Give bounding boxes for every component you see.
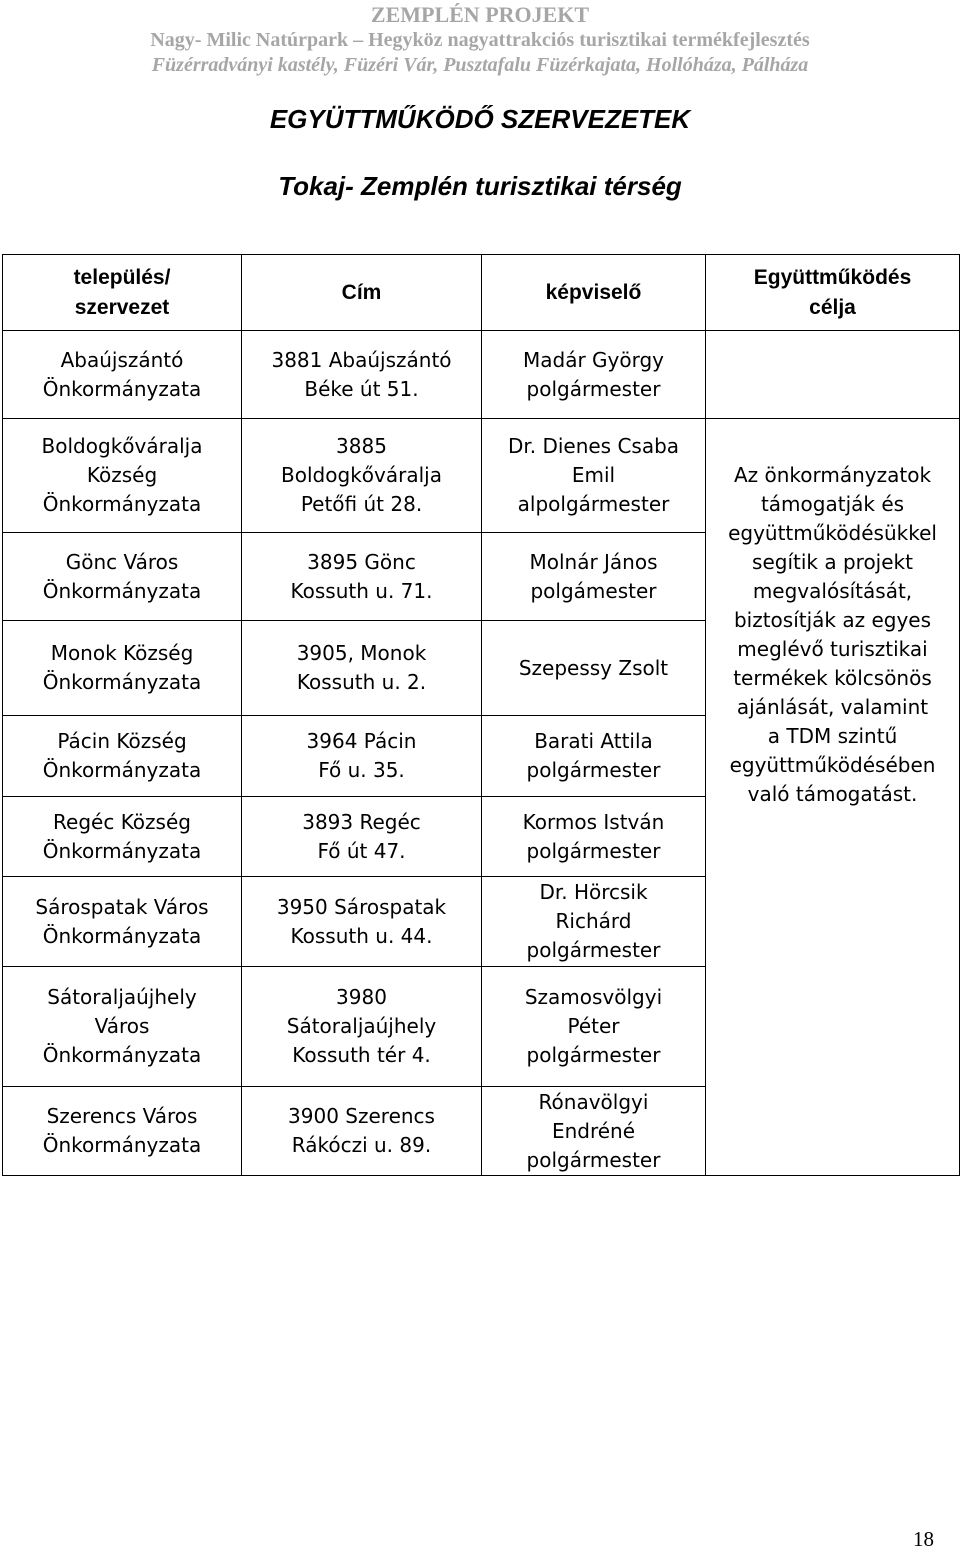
- cell-text: Sárospatak Város: [35, 894, 209, 919]
- cell-text: Önkormányzata: [42, 670, 202, 694]
- cell-text: Fő u. 35.: [318, 758, 405, 782]
- cell-text: polgármester: [526, 838, 661, 863]
- table-row: [3, 331, 960, 419]
- cell-text: Önkormányzata: [42, 376, 202, 401]
- cell-text: Regéc Község: [53, 809, 191, 834]
- cell-text: 3964 Pácin: [306, 729, 417, 753]
- cell-rep: [482, 1087, 706, 1176]
- cell-text: Szepessy Zsolt: [518, 655, 669, 680]
- cell-text: Önkormányzata: [42, 1043, 202, 1067]
- cell-address: [242, 331, 482, 419]
- cell-address: [242, 877, 482, 967]
- goal-text-line: való támogatást.: [747, 782, 918, 806]
- cell-text: polgámester: [530, 578, 657, 603]
- cell-goal-empty: [706, 967, 960, 1087]
- cell-text: Sátoraljaújhely: [47, 985, 197, 1009]
- cell-rep: [482, 967, 706, 1087]
- goal-text-line: megvalósítását,: [752, 579, 913, 603]
- cell-text: 3980: [336, 985, 387, 1009]
- cell-text: polgármester: [526, 1147, 661, 1172]
- cell-text: Pácin Község: [57, 729, 187, 753]
- cell-text: Kormos István: [522, 809, 665, 834]
- cell-org: [3, 419, 242, 533]
- cell-text: Szamosvölgyi: [524, 985, 663, 1009]
- cell-goal-empty: [706, 1087, 960, 1176]
- cell-rep: [482, 716, 706, 797]
- cell-text: Rónavölgyi: [538, 1089, 649, 1114]
- cell-text: 3885: [336, 434, 387, 458]
- goal-text-line: támogatják és: [760, 492, 905, 516]
- cell-text: 3950 Sárospatak: [276, 894, 447, 919]
- cell-rep: [482, 797, 706, 877]
- goal-text-line: a TDM szintű: [767, 724, 898, 748]
- header-project-subtitle: Nagy- Milic Natúrpark – Hegyköz nagyattrakciós turisztikai termékfejlesztés: [150, 29, 810, 51]
- cell-rep: [482, 419, 706, 533]
- cell-text: Kossuth u. 44.: [290, 923, 433, 948]
- goal-text-line: termékek kölcsönös: [733, 666, 932, 690]
- page-title: EGYÜTTMŰKÖDŐ SZERVEZETEK: [269, 104, 691, 134]
- cell-text: Gönc Város: [65, 549, 179, 574]
- cell-org: [3, 331, 242, 419]
- cell-text: Richárd: [555, 909, 632, 933]
- column-header-goal: Együttműködés célja: [706, 255, 960, 331]
- cell-text: 3893 Regéc: [302, 809, 421, 834]
- cell-text: Endréné: [551, 1118, 636, 1143]
- cell-text: Monok Község: [50, 641, 194, 665]
- cell-address: [242, 716, 482, 797]
- cell-address: [242, 1087, 482, 1176]
- cell-text: Petőfi út 28.: [300, 492, 423, 516]
- column-header-representative: képviselő: [482, 255, 706, 331]
- table-row: [3, 419, 960, 533]
- cell-text: Boldogkőváralja: [281, 463, 442, 487]
- column-header-address: Cím: [242, 255, 482, 331]
- goal-text-line: együttműködésükkel: [728, 521, 937, 545]
- cell-org: [3, 877, 242, 967]
- cell-address: [242, 533, 482, 621]
- cell-org: [3, 1087, 242, 1176]
- page-subtitle: Tokaj- Zemplén turisztikai térség: [278, 171, 682, 201]
- cell-text: Önkormányzata: [42, 923, 202, 948]
- cell-text: Madár György: [522, 347, 664, 372]
- cell-text: polgármester: [526, 758, 661, 782]
- cell-org: [3, 621, 242, 716]
- page-number: 18: [913, 1527, 934, 1551]
- cell-text: 3881 Abaújszántó: [271, 347, 452, 372]
- cell-text: polgármester: [526, 1043, 661, 1067]
- cell-text: Boldogkőváralja: [41, 434, 203, 458]
- cell-goal: [706, 419, 960, 877]
- cell-text: Kossuth tér 4.: [292, 1043, 431, 1067]
- goal-text-line: meglévő turisztikai: [737, 637, 928, 661]
- cell-text: polgármester: [526, 376, 661, 401]
- table-row: [3, 877, 960, 967]
- cell-text: Önkormányzata: [42, 758, 202, 782]
- cell-text: Dr. Hörcsik: [539, 880, 648, 904]
- cell-address: [242, 797, 482, 877]
- cell-text: Barati Attila: [534, 729, 653, 753]
- cell-text: alpolgármester: [517, 492, 670, 516]
- cell-text: 3895 Gönc: [307, 549, 416, 574]
- goal-text-line: biztosítják az egyes: [733, 608, 932, 632]
- cell-text: Kossuth u. 2.: [296, 670, 427, 694]
- cell-goal-empty: [706, 331, 960, 419]
- table-row: [3, 967, 960, 1087]
- column-header-organization: település/ szervezet: [3, 255, 242, 331]
- cell-text: Város: [94, 1014, 150, 1038]
- cell-address: [242, 419, 482, 533]
- cell-text: Abaújszántó: [60, 347, 184, 372]
- cell-text: Szerencs Város: [46, 1104, 198, 1128]
- cell-address: [242, 967, 482, 1087]
- cell-text: Önkormányzata: [42, 838, 202, 863]
- goal-text-line: Az önkormányzatok: [733, 463, 932, 487]
- cell-text: Önkormányzata: [42, 1133, 202, 1157]
- cell-text: Sátoraljaújhely: [286, 1014, 437, 1038]
- cell-text: Rákóczi u. 89.: [291, 1133, 432, 1157]
- cell-org: [3, 716, 242, 797]
- cell-text: polgármester: [526, 938, 661, 962]
- goal-text-line: ajánlását, valamint: [736, 695, 929, 719]
- goal-text-line: segítik a projekt: [752, 550, 913, 574]
- cell-text: Önkormányzata: [42, 578, 202, 603]
- cell-text: Önkormányzata: [42, 492, 202, 516]
- cell-text: Község: [86, 463, 158, 487]
- cell-org: [3, 967, 242, 1087]
- cell-text: Kossuth u. 71.: [290, 578, 433, 603]
- cell-org: [3, 797, 242, 877]
- cell-text: 3905, Monok: [296, 641, 427, 665]
- header-project-title: ZEMPLÉN PROJEKT: [370, 2, 590, 27]
- cell-address: [242, 621, 482, 716]
- cell-text: Molnár János: [529, 549, 658, 574]
- cell-goal-empty: [706, 877, 960, 967]
- cell-text: Dr. Dienes Csaba: [507, 434, 680, 458]
- cell-text: Béke út 51.: [304, 376, 419, 401]
- header-project-locations: Füzérradványi kastély, Füzéri Vár, Pusztafalu Füzérkajata, Hollóháza, Pálháza: [151, 54, 809, 76]
- cell-org: [3, 533, 242, 621]
- cell-rep: [482, 877, 706, 967]
- cell-text: Péter: [567, 1014, 620, 1038]
- cell-rep: [482, 331, 706, 419]
- cell-rep: [482, 621, 706, 716]
- goal-text-line: együttműködésében: [729, 753, 936, 777]
- cell-text: Fő út 47.: [317, 838, 406, 863]
- table-header-row: [3, 255, 960, 331]
- partner-table: [2, 254, 960, 1176]
- cell-text: 3900 Szerencs: [288, 1104, 435, 1128]
- table-row: [3, 1087, 960, 1176]
- cell-rep: [482, 533, 706, 621]
- cell-text: Emil: [571, 463, 616, 487]
